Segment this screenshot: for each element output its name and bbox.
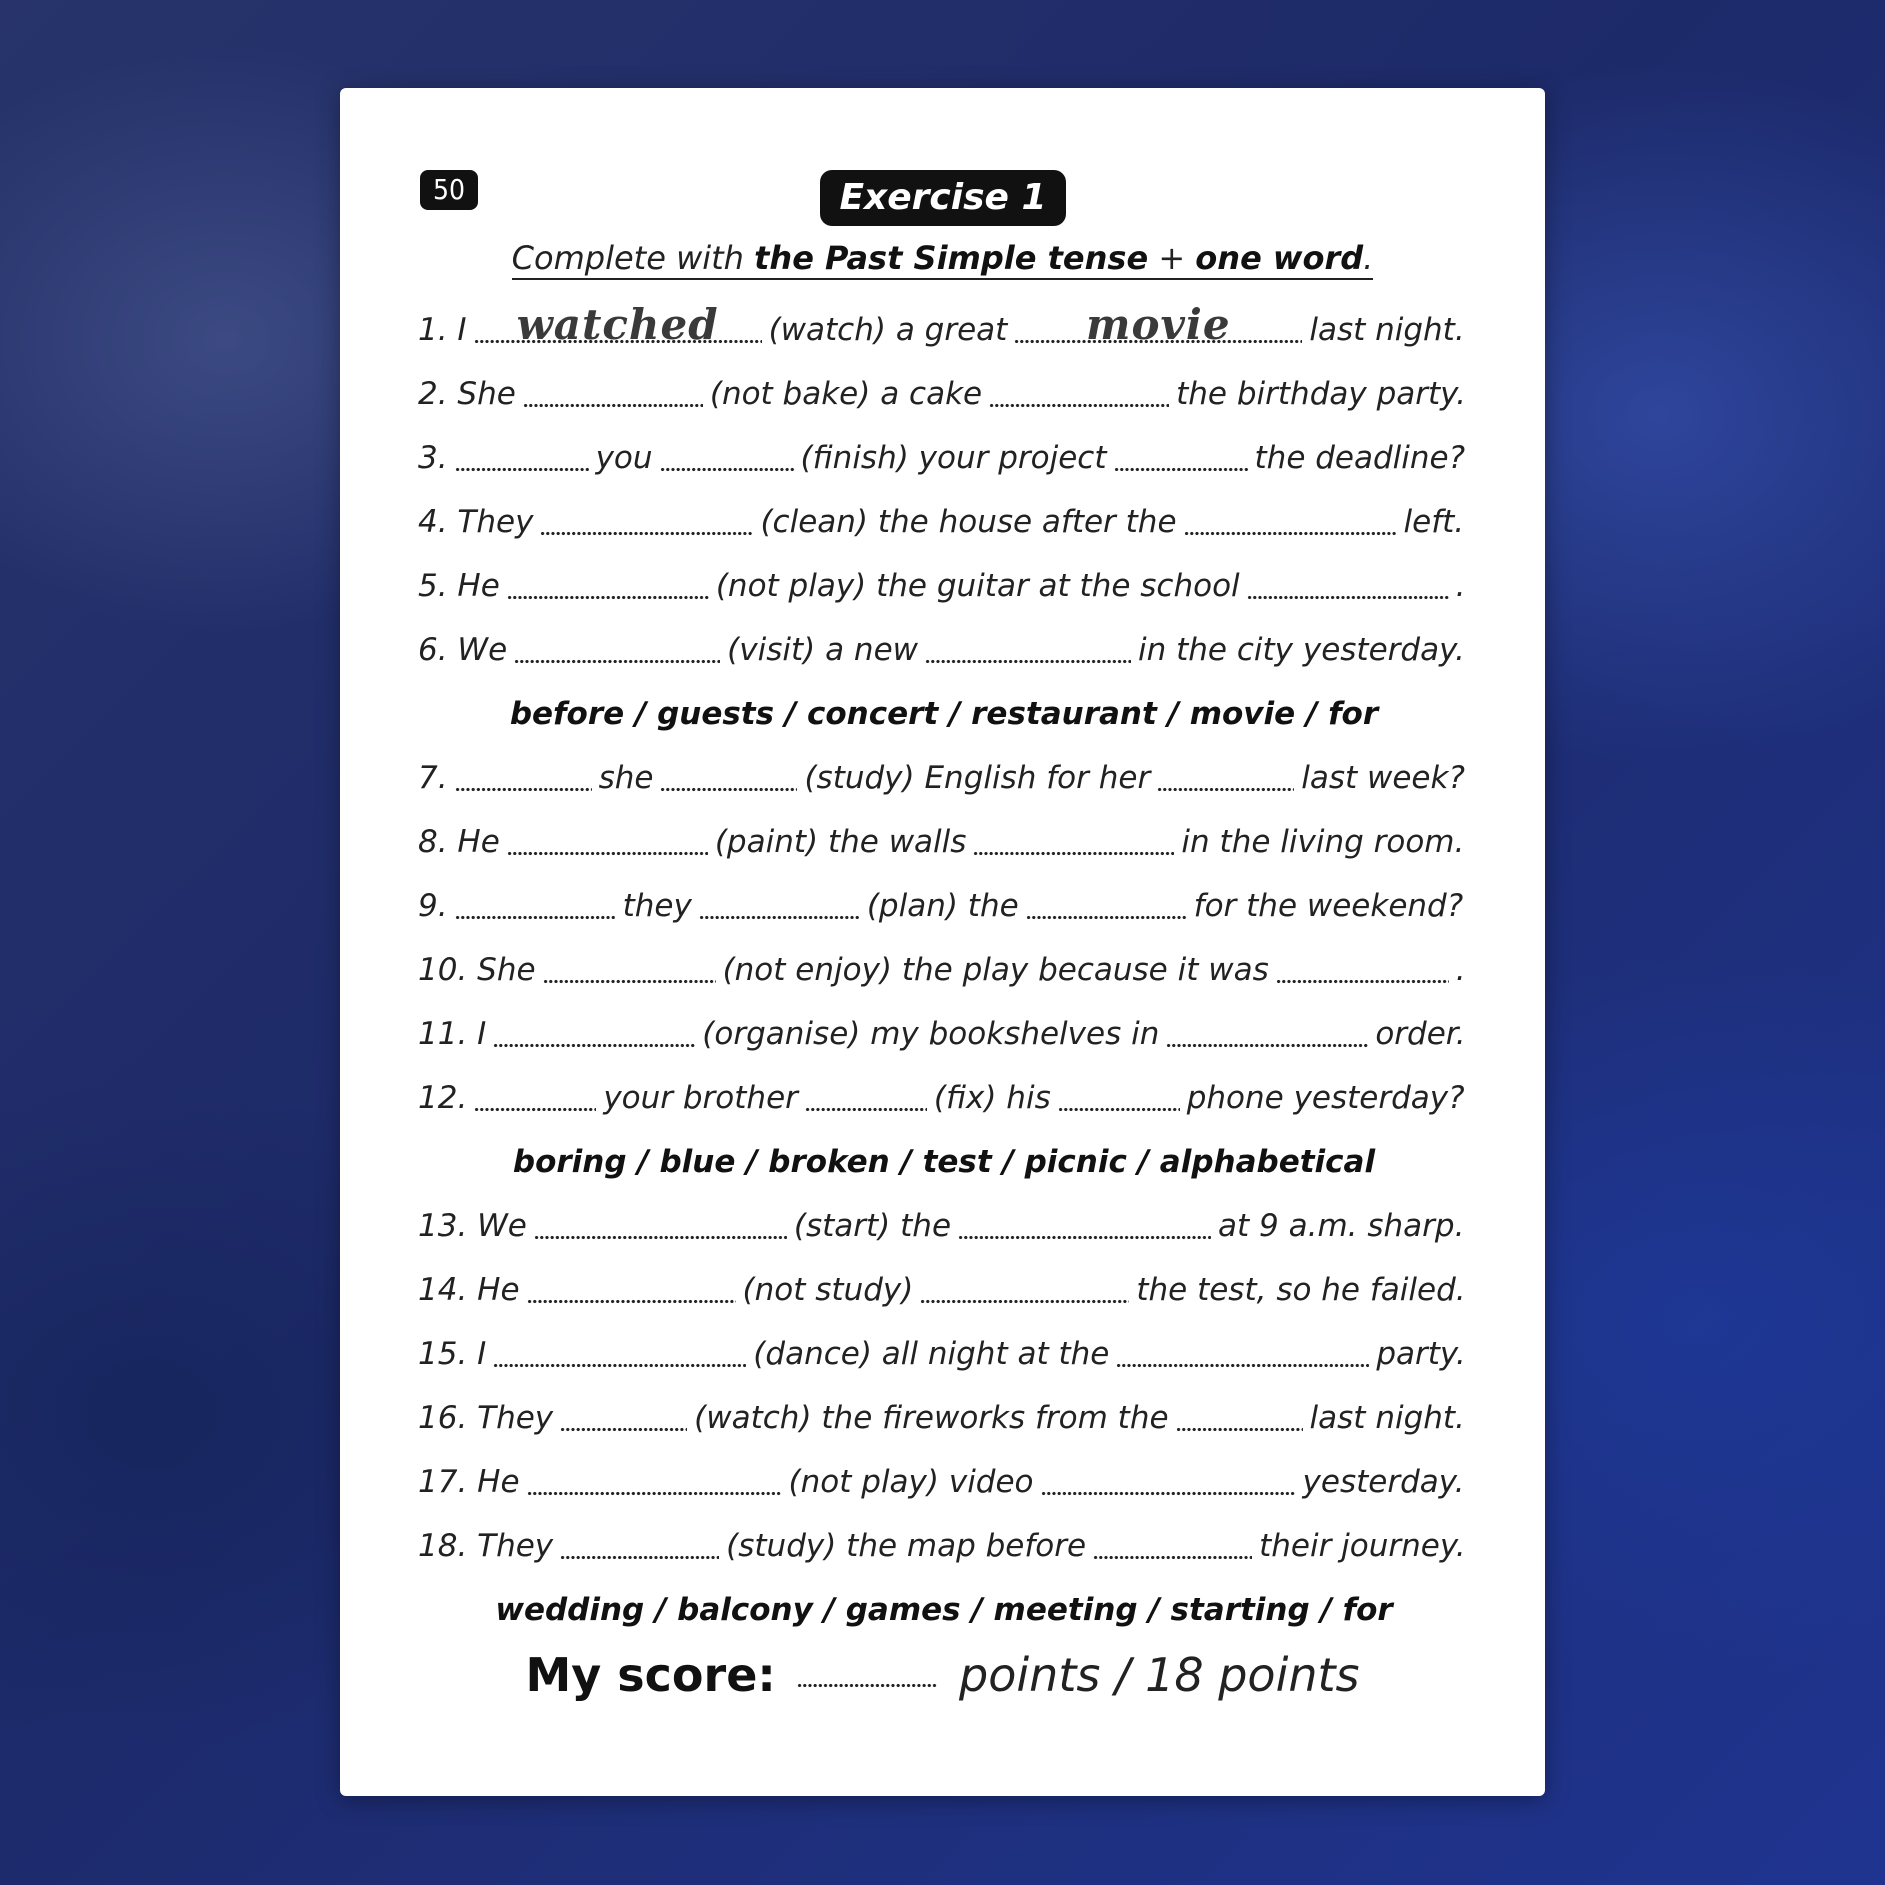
- instruction-post: .: [1363, 239, 1374, 277]
- page-number-badge: 50: [420, 170, 478, 210]
- exercise-sentence: [418, 362, 1470, 426]
- sentence-text: .: [1455, 568, 1466, 604]
- answer-blank[interactable]: [1014, 300, 1302, 349]
- sentence-text: .: [1455, 952, 1466, 988]
- answer-blank[interactable]: [493, 1016, 695, 1052]
- sentence-number-text: 12.: [418, 1080, 468, 1116]
- sentence-number-text: 7.: [418, 760, 448, 796]
- sentence-text: (not study): [742, 1272, 914, 1308]
- answer-blank[interactable]: [925, 632, 1131, 668]
- sentence-text: they: [622, 888, 692, 924]
- sentence-text: last week?: [1301, 760, 1465, 796]
- exercise-title: Exercise 1: [820, 170, 1066, 226]
- answer-blank[interactable]: [1041, 1464, 1296, 1500]
- instruction-text: [512, 238, 1374, 280]
- sentence-number-text: 15. I: [418, 1336, 487, 1372]
- sentence-text: (watch) a great: [768, 312, 1008, 348]
- answer-blank[interactable]: [1026, 888, 1187, 924]
- answer-blank[interactable]: [805, 1080, 927, 1116]
- exercise-sentence: [418, 490, 1470, 554]
- answer-blank[interactable]: [455, 888, 616, 924]
- instruction: [340, 236, 1545, 280]
- exercise-sentence: [418, 874, 1470, 938]
- answer-blank[interactable]: [540, 504, 753, 540]
- sentence-number-text: 5. He: [418, 568, 500, 604]
- sentence-text: (finish) your project: [800, 440, 1107, 476]
- answer-blank[interactable]: [1114, 440, 1248, 476]
- exercise-sentence: [418, 938, 1470, 1002]
- word-bank: [418, 1578, 1470, 1642]
- exercise-sentence: [418, 810, 1470, 874]
- sentence-number-text: 4. They: [418, 504, 534, 540]
- word-bank-text: boring / blue / broken / test / picnic / alphabetical: [512, 1144, 1376, 1180]
- answer-blank[interactable]: [1247, 568, 1449, 604]
- sentence-number-text: 18. They: [418, 1528, 554, 1564]
- exercise-sentence: [418, 746, 1470, 810]
- answer-blank[interactable]: [474, 300, 762, 349]
- answer-blank[interactable]: [1116, 1336, 1369, 1372]
- sentence-text: last night.: [1309, 312, 1465, 348]
- sentence-text: their journey.: [1259, 1528, 1466, 1564]
- sentence-text: in the city yesterday.: [1138, 632, 1465, 668]
- answer-blank[interactable]: [493, 1336, 746, 1372]
- answer-blank[interactable]: [699, 888, 860, 924]
- score-line: [340, 1648, 1545, 1702]
- exercise-lines: [418, 298, 1470, 1642]
- answer-blank[interactable]: [507, 568, 709, 604]
- sentence-text: left.: [1403, 504, 1465, 540]
- score-blank[interactable]: [797, 1651, 937, 1691]
- sentence-text: (visit) a new: [727, 632, 918, 668]
- sentence-number-text: 16. They: [418, 1400, 554, 1436]
- answer-blank[interactable]: [1157, 760, 1294, 796]
- sentence-text: in the living room.: [1181, 824, 1465, 860]
- instruction-pre: Complete with: [511, 239, 755, 277]
- sentence-number-text: 3.: [418, 440, 448, 476]
- exercise-sentence: [418, 298, 1470, 362]
- sentence-text: party.: [1376, 1336, 1466, 1372]
- sentence-text: last night.: [1309, 1400, 1465, 1436]
- sentence-text: the test, so he failed.: [1136, 1272, 1466, 1308]
- exercise-sentence: [418, 1002, 1470, 1066]
- sentence-text: she: [598, 760, 654, 796]
- exercise-sentence: [418, 1066, 1470, 1130]
- exercise-sentence: [418, 1386, 1470, 1450]
- answer-blank[interactable]: [507, 824, 708, 860]
- sentence-text: (not play) the guitar at the school: [715, 568, 1240, 604]
- sentence-text: for the weekend?: [1193, 888, 1464, 924]
- sentence-text: (not play) video: [788, 1464, 1034, 1500]
- instruction-bold-word: one word: [1195, 239, 1364, 277]
- sentence-number-text: 1. I: [418, 312, 467, 348]
- sentence-number-text: 14. He: [418, 1272, 520, 1308]
- answer-blank[interactable]: [1176, 1400, 1303, 1436]
- answer-blank[interactable]: [474, 1080, 596, 1116]
- answer-blank[interactable]: [1058, 1080, 1180, 1116]
- word-bank: [418, 682, 1470, 746]
- answer-blank[interactable]: [1166, 1016, 1368, 1052]
- answer-blank[interactable]: [543, 952, 716, 988]
- sentence-text: (plan) the: [866, 888, 1019, 924]
- answer-blank[interactable]: [527, 1272, 736, 1308]
- sentence-number-text: 11. I: [418, 1016, 487, 1052]
- sentence-text: the birthday party.: [1176, 376, 1466, 412]
- sentence-text: at 9 a.m. sharp.: [1218, 1208, 1465, 1244]
- answer-blank[interactable]: [527, 1464, 782, 1500]
- sentence-text: (not bake) a cake: [709, 376, 983, 412]
- instruction-plus: +: [1148, 239, 1196, 277]
- sentence-text: the deadline?: [1254, 440, 1466, 476]
- exercise-sentence: [418, 618, 1470, 682]
- exercise-sentence: [418, 1450, 1470, 1514]
- exercise-sentence: [418, 554, 1470, 618]
- sentence-text: (study) English for her: [804, 760, 1151, 796]
- answer-blank[interactable]: [989, 376, 1169, 412]
- answer-blank[interactable]: [523, 376, 703, 412]
- score-points: points / 18 points: [959, 1648, 1360, 1702]
- answer-blank[interactable]: [455, 760, 592, 796]
- answer-blank[interactable]: [534, 1208, 787, 1244]
- exercise-sentence: [418, 1322, 1470, 1386]
- sentence-text: (not enjoy) the play because it was: [722, 952, 1269, 988]
- sentence-text: yesterday.: [1302, 1464, 1465, 1500]
- exercise-sentence: [418, 1514, 1470, 1578]
- answer-blank[interactable]: [560, 1400, 687, 1436]
- sentence-number-text: 8. He: [418, 824, 500, 860]
- sentence-number-text: 6. We: [418, 632, 508, 668]
- word-bank-text: before / guests / concert / restaurant / movie / for: [509, 696, 1379, 732]
- answer-blank[interactable]: [958, 1208, 1211, 1244]
- answer-blank[interactable]: [560, 1528, 719, 1564]
- exercise-sentence: [418, 426, 1470, 490]
- sentence-text: (start) the: [793, 1208, 952, 1244]
- sentence-number-text: 13. We: [418, 1208, 527, 1244]
- answer-blank[interactable]: [920, 1272, 1129, 1308]
- sentence-text: (organise) my bookshelves in: [702, 1016, 1160, 1052]
- instruction-bold-tense: the Past Simple tense: [754, 239, 1149, 277]
- sentence-text: phone yesterday?: [1186, 1080, 1465, 1116]
- sentence-text: you: [595, 440, 653, 476]
- sentence-text: (fix) his: [933, 1080, 1051, 1116]
- sentence-number-text: 10. She: [418, 952, 536, 988]
- handwritten-answer: watched: [516, 300, 719, 349]
- answer-blank[interactable]: [660, 760, 797, 796]
- answer-blank[interactable]: [1184, 504, 1397, 540]
- handwritten-answer: movie: [1086, 300, 1231, 349]
- answer-blank[interactable]: [1276, 952, 1449, 988]
- sentence-number-text: 17. He: [418, 1464, 520, 1500]
- exercise-sentence: [418, 1258, 1470, 1322]
- sentence-text: (watch) the fireworks from the: [694, 1400, 1169, 1436]
- answer-blank[interactable]: [1093, 1528, 1252, 1564]
- sentence-text: order.: [1375, 1016, 1466, 1052]
- sentence-text: (dance) all night at the: [753, 1336, 1110, 1372]
- answer-blank[interactable]: [660, 440, 794, 476]
- answer-blank[interactable]: [455, 440, 589, 476]
- sentence-number-text: 2. She: [418, 376, 516, 412]
- answer-blank[interactable]: [973, 824, 1174, 860]
- word-bank-text: wedding / balcony / games / meeting / starting / for: [495, 1592, 1393, 1628]
- exercise-sentence: [418, 1194, 1470, 1258]
- sentence-text: (study) the map before: [726, 1528, 1087, 1564]
- word-bank: [418, 1130, 1470, 1194]
- sentence-text: (clean) the house after the: [760, 504, 1177, 540]
- sentence-text: (paint) the walls: [714, 824, 967, 860]
- sentence-text: your brother: [603, 1080, 798, 1116]
- score-label: My score:: [525, 1648, 776, 1702]
- answer-blank[interactable]: [514, 632, 720, 668]
- worksheet-page: [340, 88, 1545, 1796]
- sentence-number-text: 9.: [418, 888, 448, 924]
